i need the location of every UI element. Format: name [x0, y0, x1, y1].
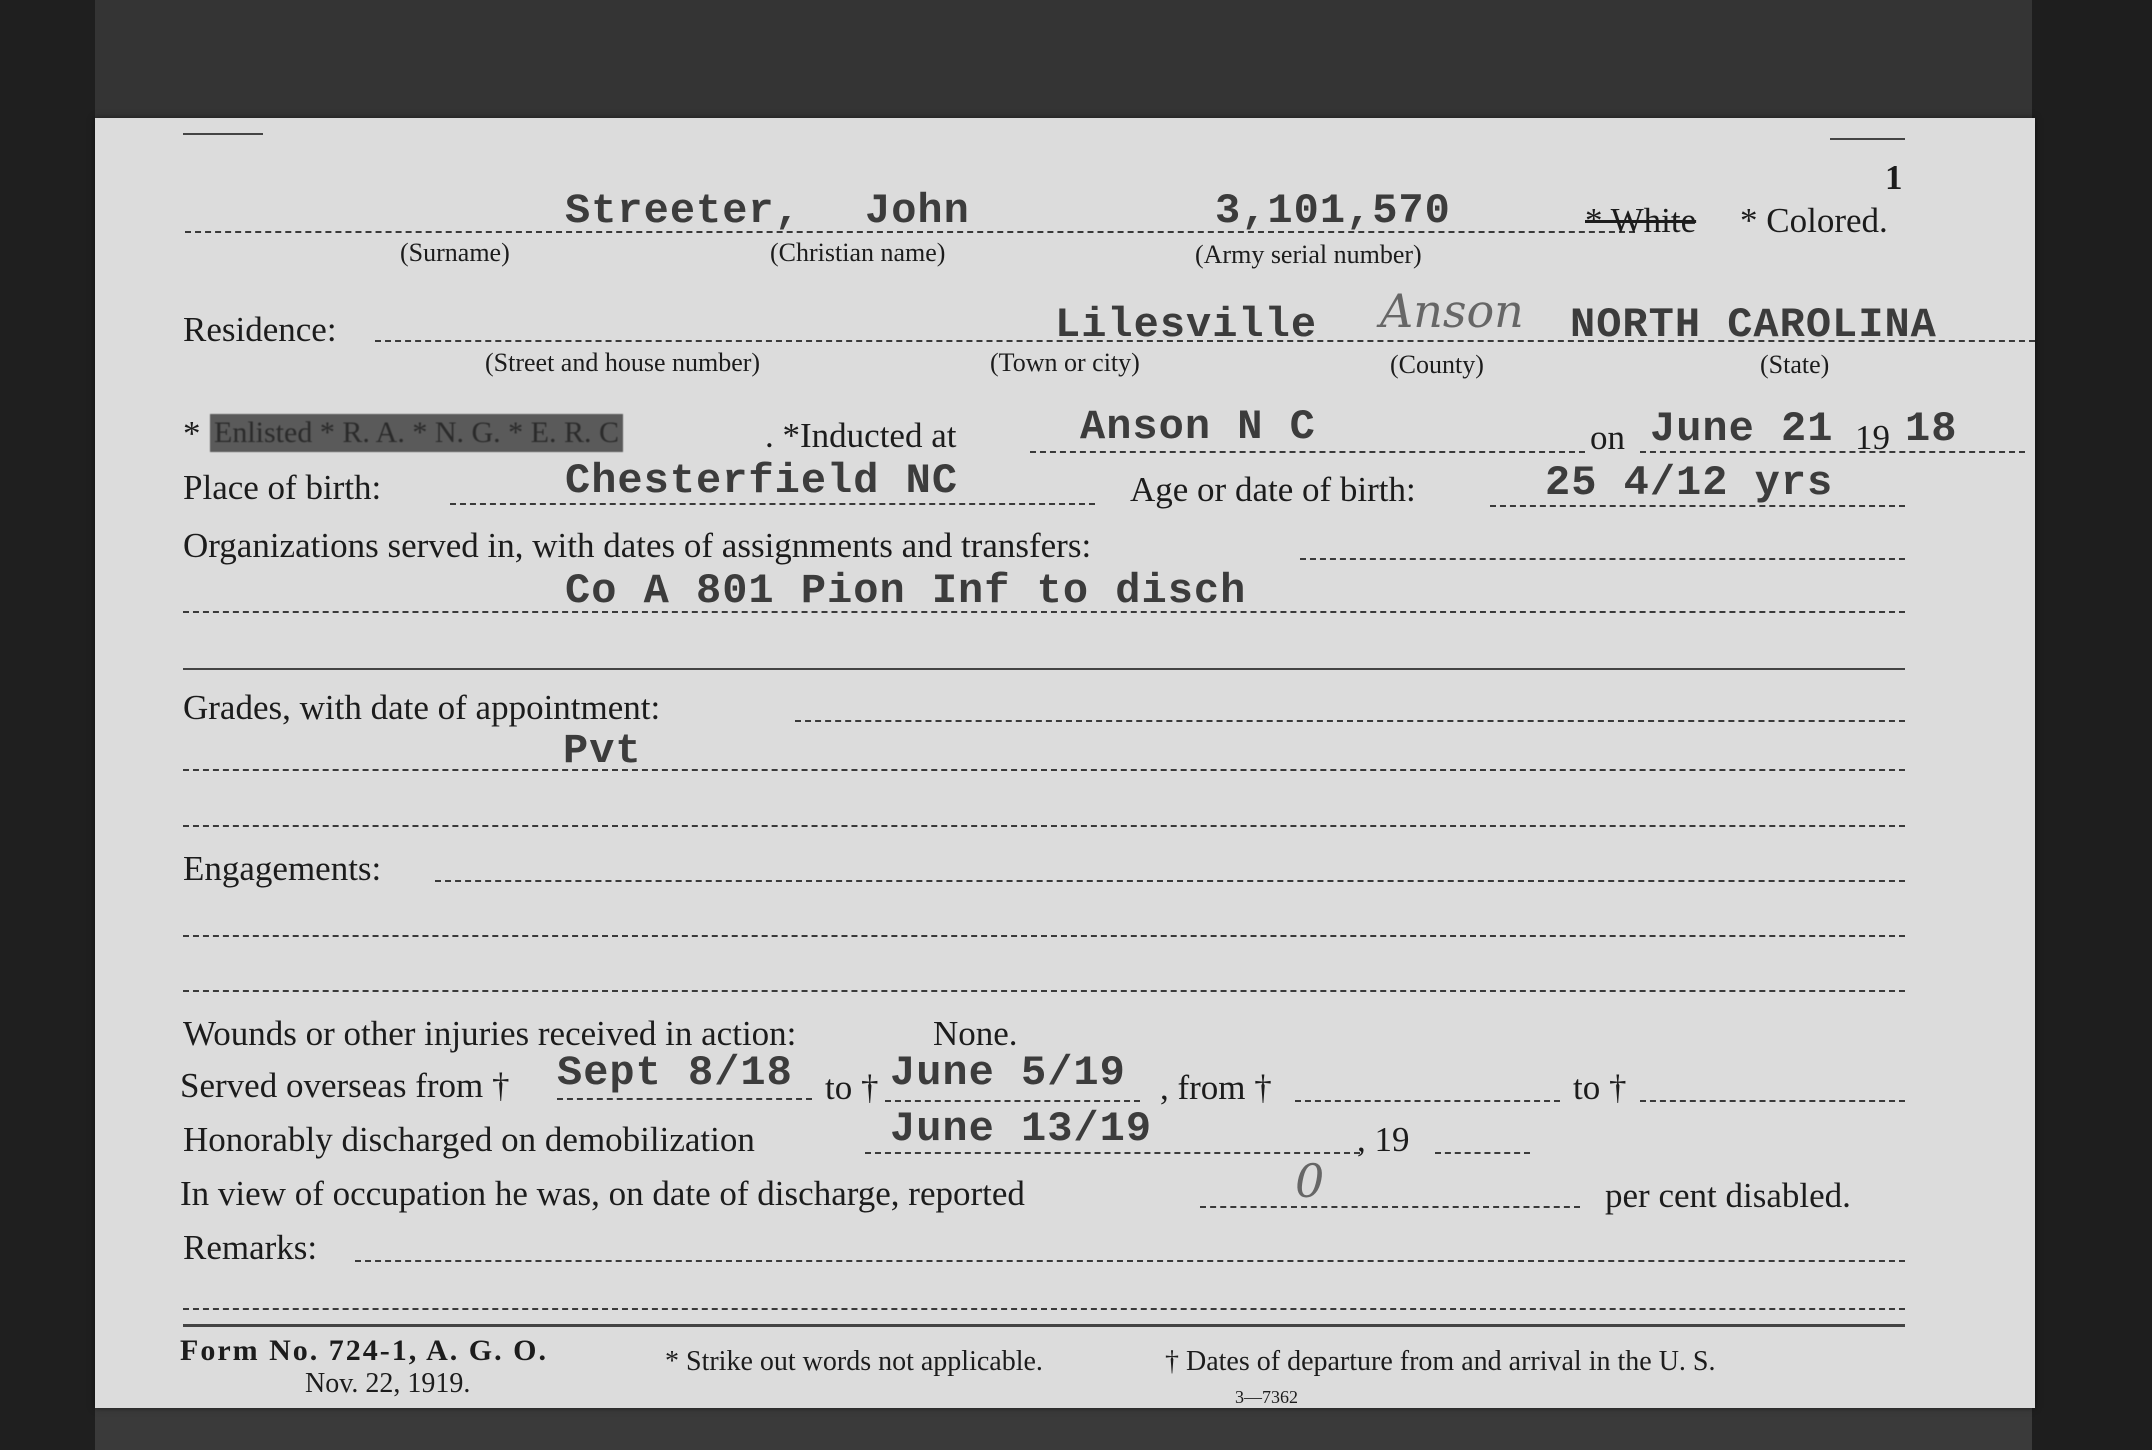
form-number: Form No. 724-1, A. G. O.	[180, 1334, 548, 1367]
overseas-from-line	[557, 1098, 812, 1100]
place-of-birth-value: Chesterfield NC	[565, 457, 959, 505]
remarks-line-1	[355, 1260, 1905, 1262]
induction-date: June 21	[1650, 405, 1834, 453]
remarks-line-2	[183, 1308, 1905, 1310]
organizations-value: Co A 801 Pion Inf to disch	[565, 567, 1247, 615]
induction-on-label: on	[1590, 418, 1625, 457]
card-number: 1	[1885, 158, 1903, 197]
remarks-label: Remarks:	[183, 1228, 318, 1267]
footnote-strike: * Strike out words not applicable.	[665, 1346, 1043, 1377]
street-caption: (Street and house number)	[485, 348, 761, 377]
discharge-date: June 13/19	[890, 1105, 1153, 1153]
organizations-line-3	[183, 668, 1905, 670]
residence-county: Anson	[1380, 284, 1524, 338]
redacted-enlistment-options: Enlisted * R. A. * N. G. * E. R. C	[210, 414, 623, 452]
discharge-label: Honorably discharged on demobilization	[183, 1120, 755, 1159]
place-of-birth-label: Place of birth:	[183, 468, 382, 507]
organizations-label: Organizations served in, with dates of assignments and transfers:	[183, 526, 1092, 565]
grades-line-3	[183, 825, 1905, 827]
induction-year: 18	[1905, 405, 1958, 453]
residence-town: Lilesville	[1055, 301, 1318, 349]
inducted-at-line	[1030, 451, 1585, 453]
overseas-to2-line	[1640, 1100, 1905, 1102]
top-left-mark	[183, 133, 263, 135]
engagements-label: Engagements:	[183, 849, 382, 888]
grades-line-1	[795, 720, 1905, 722]
disability-label: In view of occupation he was, on date of discharge, reported	[180, 1174, 1025, 1213]
wounds-label: Wounds or other injuries received in action:	[183, 1014, 797, 1053]
service-record-card	[95, 118, 2035, 1408]
christian-name-value: John	[865, 187, 970, 235]
disability-value: 0	[1295, 1154, 1325, 1208]
form-date: Nov. 22, 1919.	[305, 1368, 471, 1399]
grades-value: Pvt	[563, 727, 642, 775]
inducted-at-value: Anson N C	[1080, 403, 1316, 451]
state-caption: (State)	[1760, 350, 1830, 379]
induction-star: *	[183, 414, 201, 453]
form-code: 3—7362	[1235, 1387, 1298, 1407]
grades-line-2	[183, 769, 1905, 771]
age-value: 25 4/12 yrs	[1545, 459, 1834, 507]
white-option: * White	[1585, 201, 1697, 240]
disability-suffix: per cent disabled.	[1605, 1176, 1851, 1215]
footnote-dates: † Dates of departure from and arrival in the U. S.	[1165, 1346, 1716, 1377]
age-label: Age or date of birth:	[1130, 470, 1416, 509]
residence-state: NORTH CAROLINA	[1570, 301, 1937, 349]
induction-year-prefix: 19	[1855, 418, 1890, 457]
surname-value: Streeter,	[565, 187, 801, 235]
serial-number-value: 3,101,570	[1215, 187, 1451, 235]
discharge-year-label: , 19	[1357, 1120, 1410, 1159]
engagements-line-1	[435, 880, 1905, 882]
engagements-line-2	[183, 935, 1905, 937]
overseas-from2-line	[1295, 1100, 1560, 1102]
county-caption: (County)	[1390, 350, 1484, 379]
top-right-mark	[1830, 138, 1905, 140]
overseas-to-label: to †	[825, 1068, 879, 1107]
town-caption: (Town or city)	[990, 348, 1140, 377]
wounds-value: None.	[933, 1014, 1018, 1053]
serial-caption: (Army serial number)	[1195, 240, 1422, 269]
surname-caption: (Surname)	[400, 238, 510, 267]
overseas-from-date: Sept 8/18	[557, 1049, 793, 1097]
engagements-line-3	[183, 990, 1905, 992]
discharge-year-line	[1435, 1152, 1530, 1154]
christian-name-caption: (Christian name)	[770, 238, 946, 267]
organizations-line-1	[1300, 558, 1905, 560]
residence-label: Residence:	[183, 310, 337, 349]
overseas-to-date: June 5/19	[890, 1049, 1126, 1097]
overseas-to2-label: to †	[1573, 1068, 1627, 1107]
footer-rule	[183, 1324, 1905, 1327]
overseas-to-line	[885, 1100, 1140, 1102]
grades-label: Grades, with date of appointment:	[183, 688, 661, 727]
disability-line	[1200, 1206, 1580, 1208]
colored-option: * Colored.	[1740, 201, 1888, 240]
inducted-at-label: . *Inducted at	[765, 416, 957, 455]
overseas-from2-label: , from †	[1160, 1068, 1272, 1107]
overseas-label: Served overseas from †	[180, 1066, 510, 1105]
